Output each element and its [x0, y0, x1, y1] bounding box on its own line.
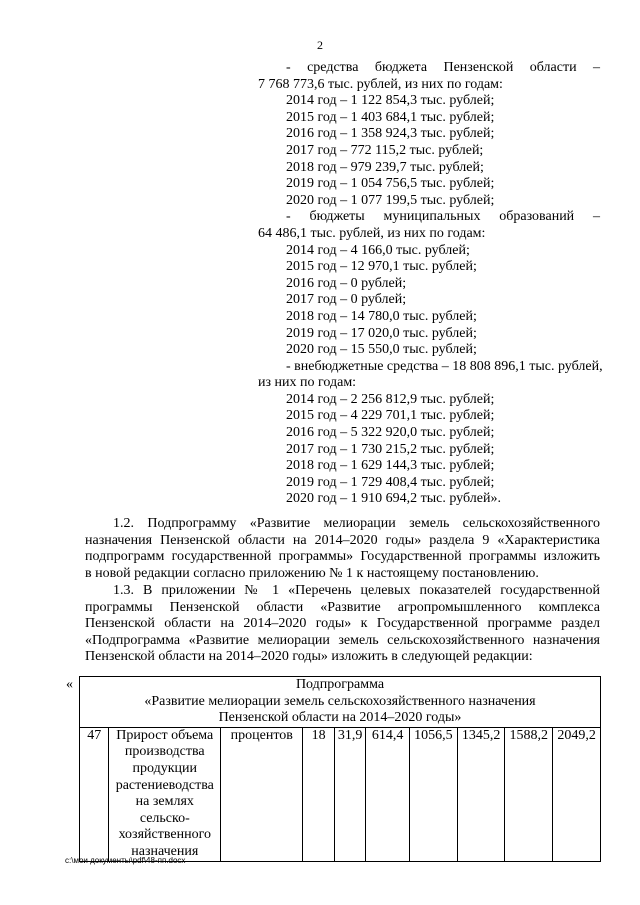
budget-line: 2020 год – 1 077 199,5 тыс. рублей; — [286, 192, 495, 208]
paragraph-line: назначения Пензенской области на 2014–2020 годы» раздела 9 «Характеристика — [85, 532, 600, 548]
paragraph-line: подпрограмм государственной программы» Государственной программы изложить — [85, 549, 600, 565]
name-line: хозяйственного — [118, 827, 211, 843]
budget-line: 2014 год – 1 122 854,3 тыс. рублей; — [286, 93, 495, 109]
name-line: растениеводства — [115, 777, 214, 793]
budget-line: 2016 год – 1 358 924,3 тыс. рублей; — [286, 126, 495, 142]
budget-line: - средства бюджета Пензенской области – — [286, 60, 600, 75]
budget-line: 2017 год – 772 115,2 тыс. рублей; — [286, 142, 484, 158]
budget-line: 2014 год – 4 166,0 тыс. рублей; — [286, 242, 470, 258]
opening-quote: « — [66, 677, 73, 692]
table-row — [80, 727, 601, 861]
budget-line: 2020 год – 15 550,0 тыс. рублей; — [286, 342, 477, 358]
budget-line: - бюджеты муниципальных образований – — [286, 209, 600, 225]
header-line: Подпрограмма — [295, 677, 385, 692]
row-number-cell: 47 — [80, 727, 109, 861]
name-line: на землях сельско- — [135, 794, 194, 826]
value-cell: 1345,2 — [457, 727, 505, 861]
indicator-name-cell — [109, 727, 221, 861]
paragraph-line: 1.3. В приложении № 1 «Перечень целевых показателей государственной — [113, 583, 600, 598]
budget-line: 2018 год – 979 239,7 тыс. рублей; — [286, 159, 484, 175]
paragraph-line: в новой редакции согласно приложению № 1 к настоящему постановлению. — [85, 565, 539, 581]
paragraph-1-2 — [85, 516, 600, 582]
name-line: производства — [124, 744, 205, 760]
value-cell: 2049,2 — [553, 727, 601, 861]
budget-line: 2015 год – 4 229 701,1 тыс. рублей; — [286, 408, 495, 424]
name-line: продукции — [132, 760, 198, 776]
budget-line: 2019 год – 1 729 408,4 тыс. рублей; — [286, 474, 495, 490]
budget-line: 2017 год – 1 730 215,2 тыс. рублей; — [286, 441, 495, 457]
budget-line: 2015 год – 1 403 684,1 тыс. рублей; — [286, 109, 495, 125]
budget-line: 2016 год – 0 рублей; — [286, 275, 407, 291]
value-cell: 614,4 — [366, 727, 410, 861]
budget-line: 2018 год – 14 780,0 тыс. рублей; — [286, 308, 477, 324]
indicator-table — [79, 676, 601, 862]
paragraph-1-3 — [85, 583, 600, 666]
paragraph-line: Пензенской области на 2014–2020 годы» изложить в следующей редакции: — [85, 649, 533, 665]
budget-line: 2019 год – 1 054 756,5 тыс. рублей; — [286, 176, 495, 192]
budget-line: 2015 год – 12 970,1 тыс. рублей; — [286, 259, 477, 275]
budget-line: 2014 год – 2 256 812,9 тыс. рублей; — [286, 391, 495, 407]
budget-line: 2017 год – 0 рублей; — [286, 292, 407, 308]
value-cell: 1056,5 — [409, 727, 457, 861]
name-line: Прирост объема — [116, 727, 214, 743]
paragraph-line: 1.2. Подпрограмму «Развитие мелиорации земель сельскохозяйственного — [113, 516, 600, 531]
file-path-footer: с:\мои документы\pdf\48-пп.docx — [65, 856, 186, 865]
budget-line: 2020 год – 1 910 694,2 тыс. рублей». — [286, 491, 501, 507]
value-cell: 31,9 — [334, 727, 365, 861]
budget-line: из них по годам: — [258, 375, 357, 391]
subprogram-header — [80, 677, 601, 728]
paragraph-line: программы Пензенской области «Развитие агропромышленного комплекса — [85, 599, 600, 615]
paragraph-line: «Подпрограмма «Развитие мелиорации земель сельскохозяйственного назначения — [85, 632, 600, 648]
header-line: «Развитие мелиорации земель сельскохозяйственного назначения — [144, 693, 536, 709]
budget-line: 2016 год – 5 322 920,0 тыс. рублей; — [286, 425, 495, 441]
value-cell: 18 — [303, 727, 334, 861]
budget-line: 64 486,1 тыс. рублей, из них по годам: — [258, 225, 486, 241]
budget-line: 7 768 773,6 тыс. рублей, из них по годам: — [258, 76, 503, 92]
paragraph-line: Пензенской области на 2014–2020 годы» к Государственной программе раздел — [85, 616, 600, 632]
name-line: назначения — [131, 843, 199, 859]
budget-line: 2018 год – 1 629 144,3 тыс. рублей; — [286, 458, 495, 474]
unit-cell: процентов — [221, 727, 303, 861]
table-header-row — [80, 677, 601, 728]
budget-line: - внебюджетные средства – 18 808 896,1 тыс. рублей, — [286, 358, 603, 374]
value-cell: 1588,2 — [505, 727, 553, 861]
budget-line: 2019 год – 17 020,0 тыс. рублей; — [286, 325, 477, 341]
budget-list — [258, 60, 603, 508]
page-number: 2 — [317, 38, 323, 52]
header-line: Пензенской области на 2014–2020 годы» — [218, 710, 462, 726]
